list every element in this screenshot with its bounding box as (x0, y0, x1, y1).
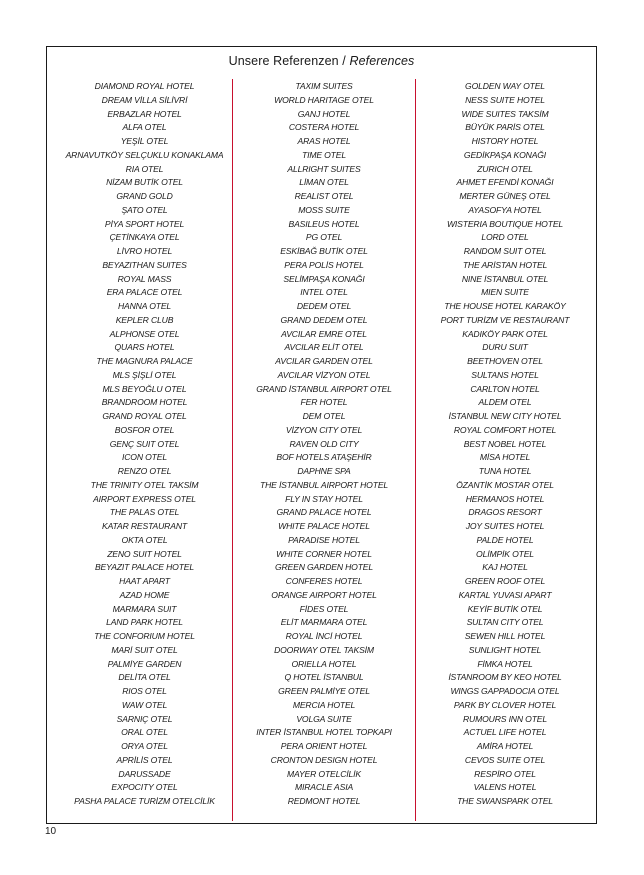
reference-item: AHMET EFENDİ KONAĞI (456, 177, 554, 188)
reference-item: WAW OTEL (121, 699, 168, 710)
reference-item: NESS SUITE HOTEL (465, 94, 545, 105)
reference-item: RESPİRO OTEL (474, 768, 536, 779)
reference-item: DOORWAY OTEL TAKSİM (274, 644, 374, 655)
column-divider (415, 79, 416, 821)
reference-item: INTER İSTANBUL HOTEL TOPKAPI (256, 727, 392, 738)
reference-item: THE ARİSTAN HOTEL (462, 259, 548, 270)
reference-item: SARNIÇ OTEL (116, 713, 173, 724)
reference-item: AMİRA HOTEL (476, 741, 534, 751)
reference-item: GRAND İSTANBUL AIRPORT OTEL (256, 383, 392, 394)
reference-item: FİDES OTEL (299, 603, 349, 614)
reference-item: SELİMPAŞA KONAĞI (283, 273, 365, 284)
reference-item: KAJ HOTEL (482, 562, 528, 573)
reference-item: ORANGE AIRPORT HOTEL (271, 589, 377, 600)
reference-item: SULTANS HOTEL (471, 369, 539, 380)
reference-item: PARK BY CLOVER HOTEL (453, 699, 557, 710)
reference-item: THE HOUSE HOTEL KARAKÖY (444, 301, 566, 311)
reference-item: MLS ŞİŞLİ OTEL (112, 369, 177, 380)
reference-item: TIME OTEL (301, 149, 346, 160)
reference-item: KEPLER CLUB (115, 314, 174, 325)
reference-item: MİSA HOTEL (479, 452, 531, 463)
reference-item: MIEN SUITE (481, 287, 529, 298)
reference-item: REALIST OTEL (294, 191, 354, 201)
reference-item: PERA ORIENT HOTEL (280, 741, 368, 751)
reference-item: CONFERES HOTEL (285, 576, 363, 586)
reference-item: AVCILAR EMRE OTEL (281, 328, 367, 339)
reference-item: WINGS GAPPADOCIA OTEL (450, 686, 560, 696)
reference-item: GRAND ROYAL OTEL (102, 411, 187, 421)
reference-item: HERMANOS HOTEL (465, 493, 545, 504)
reference-item: KEYİF BUTİK OTEL (467, 603, 543, 614)
title-german: Unsere Referenzen / (228, 54, 350, 68)
reference-item: AYASOFYA HOTEL (468, 204, 542, 215)
reference-item: BOF HOTELS ATAŞEHİR (276, 452, 372, 463)
reference-item: DIAMOND ROYAL HOTEL (94, 81, 195, 91)
reference-item: WHITE CORNER HOTEL (276, 548, 372, 559)
reference-item: ORIELLA HOTEL (291, 658, 357, 669)
reference-item: AZAD HOME (119, 589, 170, 600)
reference-item: WISTERIA BOUTIQUE HOTEL (446, 218, 564, 229)
reference-item: CARLTON HOTEL (470, 383, 540, 394)
reference-column-2 (236, 80, 412, 809)
reference-item: GANJ HOTEL (297, 108, 351, 119)
reference-item: FLY IN STAY HOTEL (285, 493, 363, 504)
reference-item: THE SWANSPARK OTEL (457, 796, 553, 806)
reference-item: PALDE HOTEL (476, 534, 534, 545)
reference-item: NINE İSTANBUL OTEL (461, 273, 549, 284)
reference-item: ELİT MARMARA OTEL (280, 617, 368, 628)
reference-item: ROYAL COMFORT HOTEL (453, 424, 557, 435)
reference-item: İSTANROOM BY KEO HOTEL (448, 672, 562, 683)
reference-item: BEETHOVEN OTEL (467, 356, 543, 366)
reference-item: GOLDEN WAY OTEL (465, 81, 545, 91)
reference-item: WHITE PALACE HOTEL (278, 521, 370, 531)
reference-item: LAND PARK HOTEL (106, 617, 183, 628)
reference-item: NİZAM BUTİK OTEL (106, 177, 183, 188)
reference-item: MAYER OTELCİLİK (287, 768, 361, 779)
reference-item: ACTUEL LIFE HOTEL (463, 727, 547, 738)
reference-item: ROYAL İNCİ HOTEL (285, 631, 363, 641)
column-divider (232, 79, 233, 821)
reference-item: ERA PALACE OTEL (106, 287, 183, 298)
reference-column-1 (61, 80, 228, 809)
reference-item: TAXIM SUITES (295, 81, 353, 91)
reference-item: ORAL OTEL (121, 727, 168, 738)
reference-item: ÖZANTİK MOSTAR OTEL (456, 479, 554, 490)
reference-item: ERBAZLAR HOTEL (107, 108, 182, 119)
reference-item: RIA OTEL (125, 163, 164, 174)
reference-item: ALFA OTEL (122, 122, 167, 133)
reference-item: MOSS SUITE (298, 204, 350, 215)
reference-item: ZURICH OTEL (477, 163, 533, 174)
reference-item: RAVEN OLD CITY (289, 438, 359, 449)
reference-item: QUARS HOTEL (114, 342, 175, 353)
reference-item: FER HOTEL (300, 397, 348, 408)
reference-item: THE İSTANBUL AIRPORT HOTEL (259, 479, 389, 490)
reference-item: CEVOS SUITE OTEL (464, 754, 546, 765)
reference-item: THE TRINITY OTEL TAKSİM (90, 479, 199, 490)
reference-item: KARTAL YUVASI APART (458, 589, 552, 600)
reference-item: APRİLİS OTEL (116, 754, 173, 765)
reference-item: PERA POLİS HOTEL (284, 259, 364, 270)
reference-item: GRAND DEDEM OTEL (280, 314, 368, 325)
reference-item: GREEN GARDEN HOTEL (274, 562, 374, 573)
page-title (47, 53, 596, 69)
reference-item: ALPHONSE OTEL (109, 328, 180, 339)
reference-item: BOSFOR OTEL (114, 424, 175, 435)
reference-item: ESKİBAĞ BUTİK OTEL (280, 246, 368, 256)
reference-item: WIDE SUITES TAKSİM (461, 108, 549, 119)
reference-item: REDMONT HOTEL (287, 796, 361, 806)
reference-item: LİVRO HOTEL (116, 246, 173, 256)
reference-item: ALLRIGHT SUITES (287, 163, 361, 174)
title-english: References (349, 54, 415, 68)
reference-item: LİMAN OTEL (299, 177, 349, 188)
reference-item: DELİTA OTEL (118, 672, 171, 683)
reference-item: ORYA OTEL (121, 741, 168, 751)
reference-item: MERCIA HOTEL (292, 699, 356, 710)
reference-item: TUNA HOTEL (478, 466, 532, 476)
reference-item: ARNAVUTKÖY SELÇUKLU KONAKLAMA (65, 149, 224, 160)
reference-item: THE CONFORIUM HOTEL (94, 631, 195, 641)
reference-item: SULTAN CITY OTEL (466, 617, 544, 628)
reference-item: AVCILAR VİZYON OTEL (277, 369, 371, 380)
reference-item: PORT TURİZM VE RESTAURANT (440, 314, 570, 325)
reference-item: CRONTON DESIGN HOTEL (270, 754, 378, 765)
reference-item: ZENO SUIT HOTEL (107, 548, 182, 559)
reference-column-3 (419, 80, 591, 809)
reference-item: GRAND GOLD (116, 191, 173, 201)
reference-item: RENZO OTEL (117, 466, 172, 476)
reference-item: SUNLIGHT HOTEL (468, 644, 542, 655)
page-number: 10 (45, 826, 57, 837)
reference-item: LORD OTEL (481, 232, 529, 243)
reference-item: YEŞİL OTEL (120, 136, 169, 146)
reference-item: HISTORY HOTEL (471, 136, 539, 146)
reference-item: INTEL OTEL (300, 287, 348, 298)
reference-item: KADIKÖY PARK OTEL (462, 328, 548, 339)
reference-item: AVCILAR GARDEN OTEL (275, 356, 373, 366)
reference-item: EXPOCITY OTEL (111, 782, 178, 793)
reference-item: RIOS OTEL (122, 686, 167, 696)
reference-item: GRAND PALACE HOTEL (276, 507, 372, 518)
reference-item: DARUSSADE (118, 768, 171, 779)
reference-item: MIRACLE ASIA (294, 782, 354, 793)
reference-item: Q HOTEL İSTANBUL (284, 672, 364, 683)
reference-item: ŞATO OTEL (121, 204, 168, 215)
reference-item: PALMİYE GARDEN (107, 658, 182, 669)
reference-item: DAPHNE SPA (297, 466, 351, 476)
reference-item: MLS BEYOĞLU OTEL (102, 383, 187, 394)
reference-item: HANNA OTEL (117, 301, 172, 311)
reference-item: GENÇ SUIT OTEL (109, 438, 180, 449)
reference-item: VİZYON CITY OTEL (285, 424, 363, 435)
reference-item: FİMKA HOTEL (477, 658, 533, 669)
reference-item: OLİMPİK OTEL (476, 548, 534, 559)
reference-item: DEDEM OTEL (296, 301, 352, 311)
reference-item: ROYAL MASS (117, 273, 172, 284)
reference-item: BRANDROOM HOTEL (101, 397, 188, 408)
reference-item: DRAGOS RESORT (468, 507, 542, 518)
reference-item: SEWEN HILL HOTEL (464, 631, 546, 641)
reference-item: BÜYÜK PARİS OTEL (465, 122, 545, 133)
reference-item: KATAR RESTAURANT (102, 521, 187, 531)
reference-item: AIRPORT EXPRESS OTEL (93, 493, 196, 504)
reference-item: HAAT APART (119, 576, 170, 586)
reference-item: DURU SUIT (482, 342, 528, 353)
reference-item: PG OTEL (305, 232, 343, 243)
references-frame (46, 46, 597, 824)
reference-item: AVCILAR ELİT OTEL (284, 342, 364, 353)
reference-item: ARAS HOTEL (297, 136, 351, 146)
reference-item: GEDİKPAŞA KONAĞI (463, 149, 547, 160)
reference-item: OKTA OTEL (121, 534, 168, 545)
reference-item: DREAM VİLLA SİLİVRİ (101, 94, 188, 105)
reference-item: BASILEUS HOTEL (288, 218, 360, 229)
reference-item: MARMARA SUIT (112, 603, 177, 614)
reference-item: RUMOURS INN OTEL (462, 713, 548, 724)
reference-item: BEYAZITHAN SUITES (102, 259, 187, 270)
reference-item: BEYAZIT PALACE HOTEL (94, 562, 195, 573)
reference-item: ICON OTEL (122, 452, 167, 463)
reference-item: THE MAGNURA PALACE (96, 356, 193, 366)
reference-item: BEST NOBEL HOTEL (463, 438, 547, 449)
reference-item: VALENS HOTEL (473, 782, 537, 793)
reference-item: PİYA SPORT HOTEL (104, 218, 185, 229)
reference-item: PARADISE HOTEL (288, 534, 360, 545)
reference-item: MERTER GÜNEŞ OTEL (459, 191, 551, 201)
reference-item: JOY SUITES HOTEL (465, 521, 545, 531)
reference-item: GREEN PALMİYE OTEL (278, 686, 370, 696)
reference-item: İSTANBUL NEW CITY HOTEL (448, 411, 562, 421)
reference-item: RANDOM SUIT OTEL (463, 246, 547, 256)
reference-item: ÇETİNKAYA OTEL (109, 232, 180, 243)
reference-item: PASHA PALACE TURİZM OTELCİLİK (74, 796, 215, 806)
reference-item: VOLGA SUITE (296, 713, 352, 724)
reference-item: ALDEM OTEL (478, 397, 532, 408)
reference-item: DEM OTEL (302, 411, 346, 421)
reference-item: COSTERA HOTEL (288, 122, 360, 133)
reference-item: MARİ SUIT OTEL (111, 644, 178, 655)
reference-item: WORLD HARITAGE OTEL (274, 94, 374, 105)
reference-item: THE PALAS OTEL (109, 507, 180, 518)
reference-item: GREEN ROOF OTEL (464, 576, 546, 586)
